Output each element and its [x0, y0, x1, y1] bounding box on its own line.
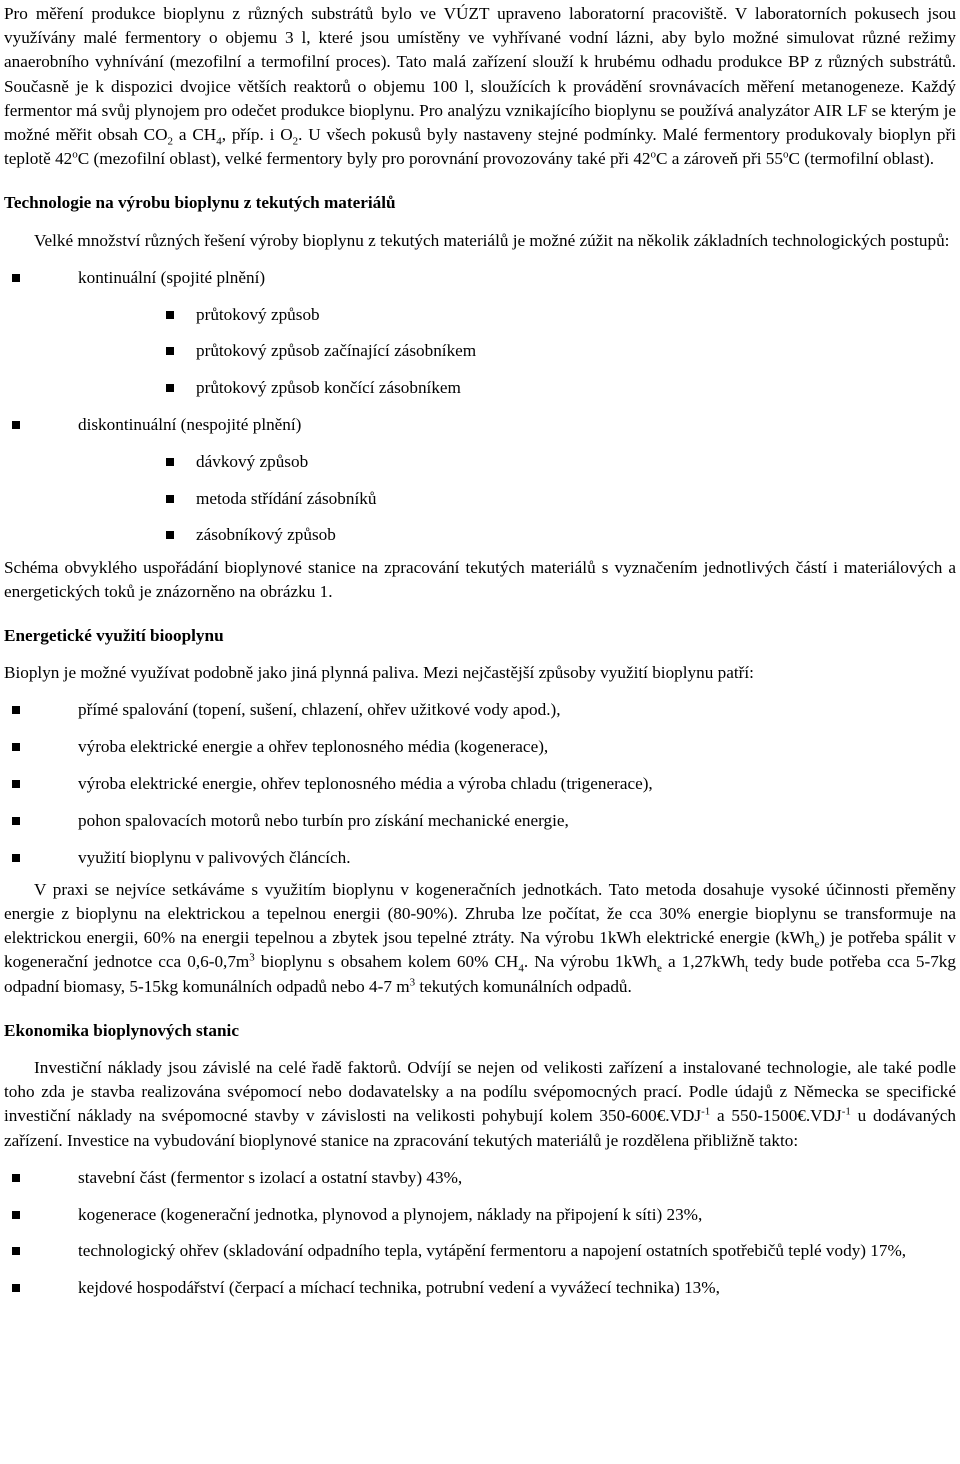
- list-item: využití bioplynu v palivových článcích.: [4, 846, 956, 870]
- square-bullet-icon: [12, 854, 20, 862]
- list-item: výroba elektrické energie, ohřev teplonosného média a výroba chladu (trigenerace),: [4, 772, 956, 796]
- square-bullet-icon: [12, 274, 20, 282]
- technology-list: [4, 266, 956, 548]
- square-bullet-icon: [166, 384, 174, 392]
- section-heading-technology: Technologie na výrobu bioplynu z tekutých materiálů: [4, 193, 396, 213]
- square-bullet-icon: [166, 495, 174, 503]
- list-item: kontinuální (spojité plnění) průtokový způsob průtokový způsob začínající zásobníkem průtokový způsob končící zásobníkem: [4, 266, 956, 401]
- section-heading-energy: Energetické využití biooplynu: [4, 626, 224, 646]
- technology-outro: Schéma obvyklého uspořádání bioplynové stanice na zpracování tekutých materiálů s vyznačením jednotlivých částí i materiálových a energetických toků je znázorněno na obrázku 1.: [4, 557, 956, 601]
- energy-list: [4, 698, 956, 869]
- list-item: výroba elektrické energie a ohřev teplonosného média (kogenerace),: [4, 735, 956, 759]
- square-bullet-icon: [166, 531, 174, 539]
- list-item: diskontinuální (nespojité plnění) dávkový způsob metoda střídání zásobníků zásobníkový způsob: [4, 413, 956, 548]
- intro-paragraph: Pro měření produkce bioplynu z různých substrátů bylo ve VÚZT upraveno laboratorní pracoviště. V laboratorních pokusech jsou využívány malé fermentory o objemu 3 l, které jsou umístěny ve vyhřívané vodní lázni, aby bylo možné simulovat různé režimy anaerobního vyhnívání (mezofilní a termofilní proces). Tato malá zařízení slouží k hrubému odhadu produkce BP z různých substrátů. Současně je k dispozici dvojice větších reaktorů o objemu 100 l, sloužících k provádění srovnávacích měření metanogeneze. Každý fermentor má svůj plynojem pro odečet produkce bioplynu. Pro analýzu vznikajícího bioplynu se používá analyzátor AIR LF se kterým je možné měřit obsah $CO_2$ a $CH_4$, příp. i $O_2$. U všech pokusů byly nastaveny stejné podmínky. Malé fermentory produkovaly bioplyn při teplotě 42$^o$C (mezofilní oblast), velké fermentory byly pro porovnání provozovány také při 42$^o$C a zároveň při 55$^o$C (termofilní oblast).: [4, 4, 957, 169]
- list-item: zásobníkový způsob: [78, 523, 956, 547]
- economics-list: [4, 1166, 956, 1301]
- square-bullet-icon: [12, 1247, 20, 1255]
- sublist: [78, 450, 956, 548]
- square-bullet-icon: [12, 1174, 20, 1182]
- square-bullet-icon: [12, 817, 20, 825]
- technology-intro: Velké množství různých řešení výroby bioplynu z tekutých materiálů je možné zúžit na několik základních technologických postupů:: [34, 230, 950, 250]
- economics-paragraph: Investiční náklady jsou závislé na celé řadě faktorů. Odvíjí se nejen od velikosti zařízení a instalované technologie, ale také podle toho zda je stavba realizována svépomocí nebo dodavatelsky a na podílu svépomocných prací. Podle údajů z Německa se specifické investiční náklady na svépomocné stavby v závislosti na velikosti pohybují kolem $350-600€.VDJ^{-1}$ a $550-1500€.VDJ^{-1}$ u dodávaných zařízení. Investice na vybudování bioplynové stanice na zpracování tekutých materiálů je rozdělena přibližně takto:: [4, 1058, 956, 1150]
- list-item: kejdové hospodářství (čerpací a míchací technika, potrubní vedení a vyvážecí technika) 13%,: [4, 1276, 956, 1300]
- list-item: technologický ohřev (skladování odpadního tepla, vytápění fermentoru a napojení ostatních spotřebičů teplé vody) 17%,: [4, 1239, 956, 1263]
- square-bullet-icon: [12, 780, 20, 788]
- list-item: přímé spalování (topení, sušení, chlazení, ohřev užitkové vody apod.),: [4, 698, 956, 722]
- square-bullet-icon: [12, 1284, 20, 1292]
- list-item: průtokový způsob končící zásobníkem: [78, 376, 956, 400]
- sublist: [78, 303, 956, 401]
- list-item: metoda střídání zásobníků: [78, 487, 956, 511]
- list-item: dávkový způsob: [78, 450, 956, 474]
- square-bullet-icon: [12, 706, 20, 714]
- list-item: stavební část (fermentor s izolací a ostatní stavby) 43%,: [4, 1166, 956, 1190]
- square-bullet-icon: [166, 347, 174, 355]
- energy-intro: Bioplyn je možné využívat podobně jako jiná plynná paliva. Mezi nejčastější způsoby využití bioplynu patří:: [4, 663, 754, 683]
- square-bullet-icon: [166, 458, 174, 466]
- list-item: průtokový způsob začínající zásobníkem: [78, 339, 956, 363]
- list-item: kogenerace (kogenerační jednotka, plynovod a plynojem, náklady na připojení k síti) 23%,: [4, 1203, 956, 1227]
- square-bullet-icon: [12, 1211, 20, 1219]
- section-heading-economics: Ekonomika bioplynových stanic: [4, 1020, 239, 1040]
- square-bullet-icon: [166, 311, 174, 319]
- square-bullet-icon: [12, 421, 20, 429]
- list-item: pohon spalovacích motorů nebo turbín pro získání mechanické energie,: [4, 809, 956, 833]
- list-item: průtokový způsob: [78, 303, 956, 327]
- energy-paragraph: V praxi se nejvíce setkáváme s využitím bioplynu v kogeneračních jednotkách. Tato metoda dosahuje vysoké účinnosti přeměny energie z bioplynu na elektrickou a tepelnou energii (80-90%). Zhruba lze počítat, že cca 30% energie bioplynu se transformuje na elektrickou energii, 60% na energii tepelnou a zbytek jsou tepelné ztráty. Na výrobu 1kWh elektrické energie (kWh$_e$) je potřeba spálit v kogenerační jednotce cca $0,6-0,7m^3$ bioplynu s obsahem kolem 60% $CH_4$. Na výrobu 1kWh$_e$ a 1,27kWh$_t$ tedy bude potřeba cca 5-7kg odpadní biomasy, 5-15kg komunálních odpadů nebo 4-7 $m^3$ tekutých komunálních odpadů.: [4, 879, 956, 996]
- square-bullet-icon: [12, 743, 20, 751]
